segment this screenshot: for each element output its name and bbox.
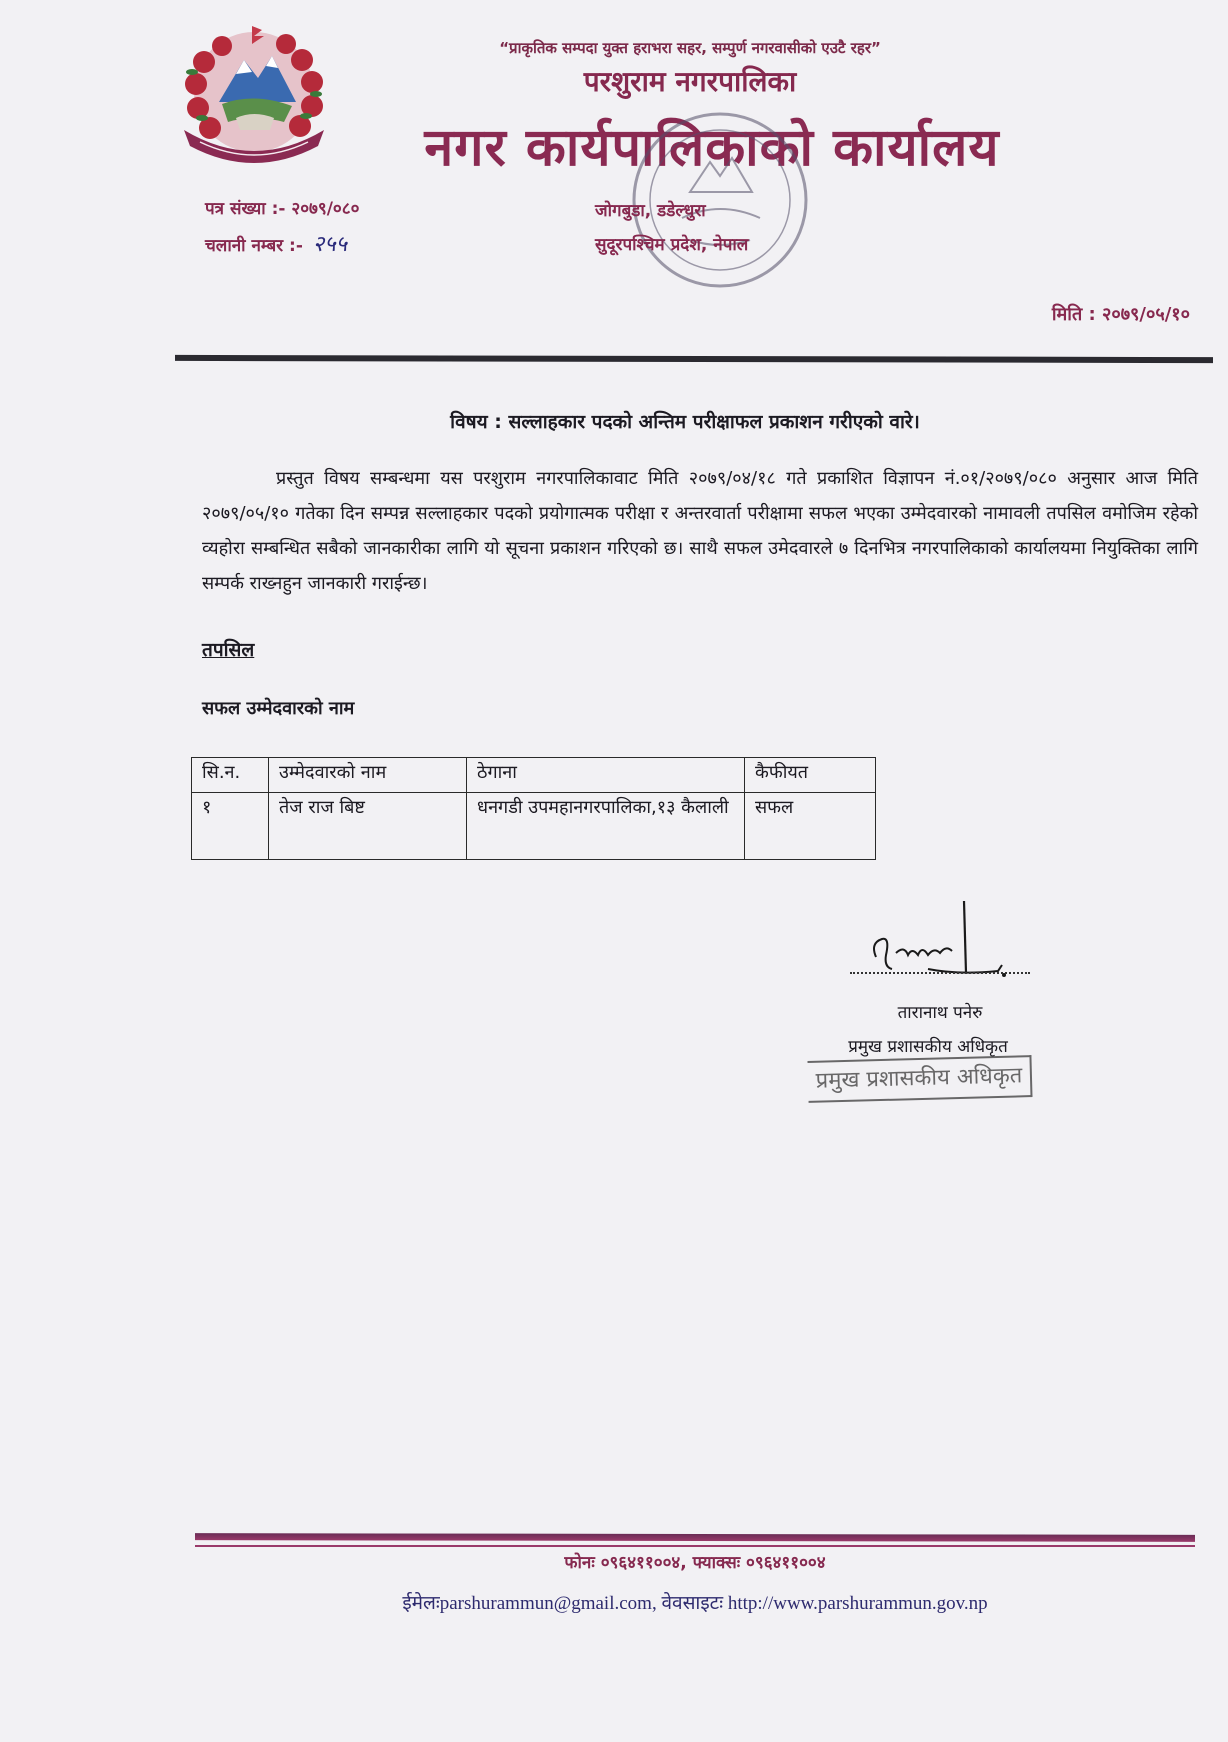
designation-stamp: प्रमुख प्रशासकीय अधिकृत (807, 1055, 1032, 1103)
signature-line (850, 972, 1030, 974)
address-line-2: सुदूरपश्चिम प्रदेश, नेपाल (595, 235, 749, 255)
signatory-title: प्रमुख प्रशासकीय अधिकृत (848, 1037, 1008, 1057)
address-line-1: जोगबुडा, डडेल्धुरा (595, 201, 706, 221)
header-divider (175, 355, 1213, 363)
website-link[interactable]: http://www.parshurammun.gov.np (727, 1593, 988, 1614)
cell-address: धनगडी उपमहानगरपालिका,१३ कैलाली (467, 793, 745, 860)
dispatch-number-value: २५५ (312, 232, 348, 257)
footer-divider-thin (195, 1545, 1195, 1547)
letter-number (205, 196, 359, 219)
details-heading: तपसिल (202, 639, 255, 661)
handwritten-signature (868, 895, 1018, 990)
successful-candidates-heading: सफल उम्मेदवारको नाम (202, 698, 355, 719)
email-address[interactable]: parshurammun@gmail.com (439, 1593, 652, 1614)
dispatch-number (205, 228, 347, 258)
column-header-candidate-name: उम्मेदवारको नाम (269, 758, 467, 793)
date-label: मिति : (1051, 304, 1096, 325)
column-header-address: ठेगाना (467, 758, 745, 793)
office-title: नगर कार्यपालिकाको कार्यालय (424, 118, 1000, 178)
cell-remarks: सफल (745, 793, 876, 860)
municipality-motto: “प्राकृतिक सम्पदा युक्त हराभरा सहर, सम्पुर्ण नगरवासीको एउटै रहर” (499, 39, 881, 57)
letter-number-value: २०७९/०८० (291, 199, 360, 219)
municipality-name: परशुराम नगरपालिका (583, 65, 797, 98)
letter-subject: विषय : सल्लाहकार पदको अन्तिम परीक्षाफल प्रकाशन गरीएको वारे। (450, 411, 920, 433)
cell-candidate-name: तेज राज बिष्ट (269, 793, 467, 860)
column-header-serial: सि.न. (192, 758, 269, 793)
nepal-emblem-logo (174, 22, 334, 168)
table-header-row (192, 758, 876, 793)
footer-contact (190, 1589, 1200, 1615)
cell-serial: १ (192, 793, 269, 860)
letter-body-paragraph: प्रस्तुत विषय सम्बन्धमा यस परशुराम नगरपालिकावाट मिति २०७९/०४/१८ गते प्रकाशित विज्ञापन नं.०१/२०७९/०८० अनुसार आज मिति २०७९/०५/१० गतेका दिन सम्पन्न सल्लाहकार पदको प्रयोगात्मक परीक्षा र अन्तरवार्ता परीक्षामा सफल भएका उम्मेदवारको नामावली तपसिल वमोजिम रहेको व्यहोरा सम्बन्धित सबैको जानकारीका लागि यो सूचना प्रकाशन गरिएको छ। साथै सफल उमेदवारले ७ दिनभित्र नगरपालिकाको कार्यालयमा नियुक्तिका लागि सम्पर्क राख्नहुन जानकारी गराईन्छ। (202, 468, 1198, 594)
email-label: ईमेलः (402, 1593, 440, 1614)
letter-date (1052, 302, 1190, 326)
table-row (192, 793, 876, 860)
column-header-remarks: कैफीयत (745, 758, 876, 793)
letter-number-label: पत्र संख्या :- (205, 199, 286, 219)
dispatch-number-label: चलानी नम्बर :- (205, 236, 303, 256)
footer-phone-fax: फोनः ०९६४११००४, फ्याक्सः ०९६४११००४ (564, 1553, 826, 1573)
signatory-name: तारानाथ पनेरु (897, 1003, 983, 1023)
footer-divider (195, 1533, 1195, 1542)
date-value: २०७९/०५/१० (1101, 304, 1190, 325)
website-label: , वेवसाइटः (651, 1593, 724, 1614)
result-table (191, 757, 876, 860)
